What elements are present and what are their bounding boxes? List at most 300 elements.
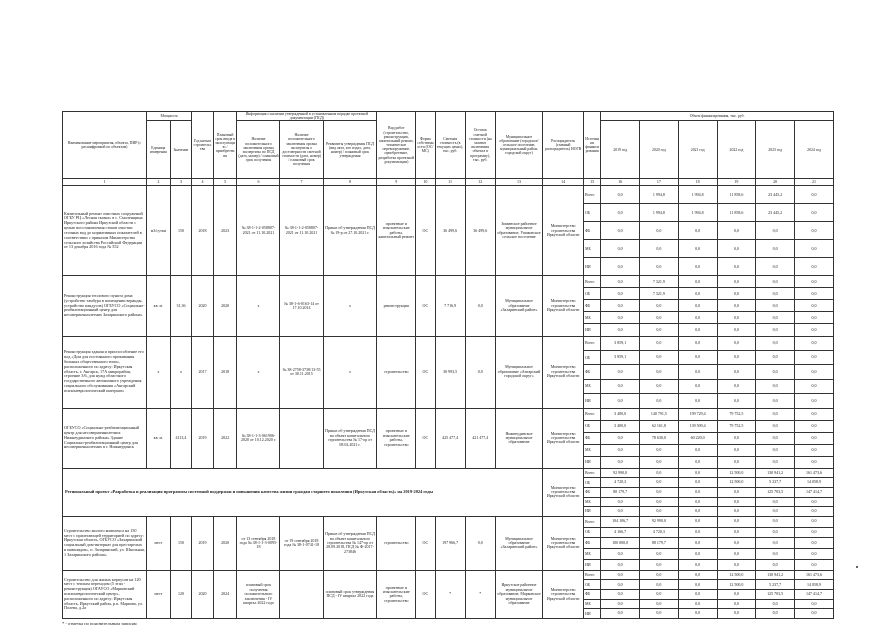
funding-value: 0,0 (640, 570, 679, 580)
funding-value: 3 400,0 (601, 420, 640, 432)
funding-source-label: ФБ (584, 222, 601, 240)
funding-source-label: Всего (584, 516, 601, 527)
funding-value: 0,0 (795, 240, 834, 258)
column-number: 6 (237, 179, 280, 186)
funding-value: 0,0 (678, 516, 717, 527)
funding-value: 0,0 (756, 276, 795, 288)
funding-value: 0,0 (601, 559, 640, 570)
funding-value: 23 445,2 (756, 204, 795, 222)
object-expert-conclusion: x (237, 336, 280, 408)
object-ownership: ОС (416, 186, 435, 276)
funding-value: 0,0 (717, 549, 756, 560)
header-year-2024: 2024 год (795, 121, 834, 179)
object-work-type: проектные и изыскательские работы, строительство (377, 408, 416, 468)
section-funding-value: 88 179,7 (601, 487, 640, 497)
section-funding-value: 14 058,9 (795, 478, 834, 488)
funding-value: 0,0 (640, 580, 679, 590)
funding-value: 0,0 (717, 379, 756, 393)
object-psd-props: Приказ об утверждении ПСД на объект капитального строительства № 147-ор от 28.09.2018, ПСД № Ф-2017-273846 (323, 516, 377, 570)
object-reliability-conclusion: № 38-2758-3738/13-55 от 30.11.2015 (280, 336, 323, 408)
funding-value: 0,0 (795, 336, 834, 350)
object-name: Реконструкция здания и приспособление его под «Дом для постоянного проживания больных общественного типа», расположенного по адресу: Иркутская область, г. Ангарск, 17А микрорайон, строение 3/6, для нужд областного государственного автономного учреждения социального обслуживания «Ангарский психоневрологический интернат» (63, 336, 147, 408)
table-row (63, 276, 834, 288)
object-name: Капитальный ремонт очистных сооружений ОГБУ РЦ «Лесная сказка» в с. Смоленщина Иркутского района Иркутской области с целью восстановления стоков очистки сточных вод до нормативных показателей в соответствии с приказом Министерства сельского хозяйства Российской Федерации от 13 декабря 2016 года № 552 (63, 186, 147, 276)
section-funding-value: 12 500,0 (717, 478, 756, 488)
object-year-start: 2020 (192, 570, 214, 618)
header-value: Значение (170, 121, 192, 179)
column-number: 16 (601, 179, 640, 186)
funding-value: 0,0 (640, 590, 679, 600)
funding-source-label: Всего (584, 336, 601, 350)
funding-value: 0,0 (717, 590, 756, 600)
funding-value: 0,0 (795, 432, 834, 444)
section-funding-value: 147 414,7 (795, 487, 834, 497)
funding-source-label: ИИ (584, 456, 601, 468)
column-number: 14 (543, 179, 584, 186)
object-unit: мест (146, 570, 170, 618)
funding-value: 0,0 (640, 336, 679, 350)
header-remain: Остаток сметной стоимости (на момент включения объекта в программу), тыс. руб. (465, 112, 495, 179)
funding-value: 100 000,0 (601, 538, 640, 549)
object-reliability-conclusion (280, 570, 323, 618)
funding-source-label: ИИ (584, 258, 601, 276)
funding-value: 0,0 (717, 300, 756, 312)
section-funding-value: 125 703,5 (756, 487, 795, 497)
object-cost: 7 716,9 (435, 276, 465, 336)
funding-value: 0,0 (640, 456, 679, 468)
scan-dot (856, 566, 858, 568)
section-funding-value: 5 237,7 (756, 478, 795, 488)
funding-value: 0,0 (795, 408, 834, 420)
object-expert-conclusion: x (237, 276, 280, 336)
funding-source-label: МБ (584, 379, 601, 393)
header-manager: Распорядитель (главный распорядитель) ИОГВ (543, 112, 584, 179)
funding-value: 3 400,0 (601, 408, 640, 420)
object-psd-props: x (323, 276, 377, 336)
table-header (63, 112, 834, 186)
column-number: 7 (280, 179, 323, 186)
funding-value: 7 321,9 (640, 276, 679, 288)
object-unit: кв. м. (146, 276, 170, 336)
funding-value: 0,0 (640, 350, 679, 364)
funding-source-label: МБ (584, 312, 601, 324)
object-ownership: ОС (416, 516, 435, 570)
column-numbers-row (63, 179, 834, 186)
section-funding-value: 0,0 (640, 487, 679, 497)
funding-value: 0,0 (756, 336, 795, 350)
funding-value: 0,0 (756, 312, 795, 324)
object-work-type: строительство (377, 516, 416, 570)
object-ownership: ОС (416, 408, 435, 468)
funding-value: 0,0 (601, 186, 640, 204)
funding-source-label: МБ (584, 549, 601, 560)
object-unit: x (146, 336, 170, 408)
funding-source-label: ФБ (584, 538, 601, 549)
object-work-type: строительство (377, 336, 416, 408)
funding-value: 0,0 (640, 240, 679, 258)
funding-value: 0,0 (717, 432, 756, 444)
object-year-end: 2020 (213, 276, 237, 336)
funding-value: 23 445,2 (756, 186, 795, 204)
funding-value: 0,0 (756, 599, 795, 609)
section-row (63, 468, 834, 478)
column-number: 9 (377, 179, 416, 186)
funding-value: 0,0 (717, 365, 756, 379)
funding-value: 0,0 (678, 300, 717, 312)
funding-value: 0,0 (795, 609, 834, 619)
funding-value: 0,0 (756, 609, 795, 619)
funding-value: 62 161,8 (640, 420, 679, 432)
object-unit: мест (146, 516, 170, 570)
header-muni: Муниципальное образование (городское/сельское поселение, муниципальный район, городской округ) (495, 112, 542, 179)
section-funding-value: 12 500,0 (717, 468, 756, 478)
column-number: 10 (416, 179, 435, 186)
object-municipality: Муниципальное образование «Заларинский район» (495, 276, 542, 336)
funding-value: 0,0 (601, 456, 640, 468)
funding-source-label: ФБ (584, 432, 601, 444)
header-work-type: Вид работ (строительство, реконструкция, капитальный ремонт, техническое перевооружение, приобретение, разработка проектной документации) (377, 112, 416, 179)
funding-value: 139 509,4 (678, 420, 717, 432)
funding-value: 0,0 (678, 538, 717, 549)
object-psd-props: Приказ об утверждении ПСД № 19-р от 27.10.2021 г. (323, 186, 377, 276)
funding-source-label: ИИ (584, 609, 601, 619)
object-unit: м3/сутки (146, 186, 170, 276)
section-funding-value: 0,0 (795, 507, 834, 517)
funding-source-label: ФБ (584, 487, 601, 497)
section-funding-value: 0,0 (678, 478, 717, 488)
funding-value: 0,0 (795, 276, 834, 288)
funding-value: 5 237,7 (756, 580, 795, 590)
funding-value: 0,0 (678, 527, 717, 538)
funding-value: 0,0 (678, 559, 717, 570)
section-funding-value: 161 473,6 (795, 468, 834, 478)
funding-value: 0,0 (678, 609, 717, 619)
funding-value: 78 630,0 (640, 432, 679, 444)
funding-value: 0,0 (717, 599, 756, 609)
funding-source-label: ФБ (584, 365, 601, 379)
funding-value: 0,0 (756, 288, 795, 300)
funding-value: 0,0 (601, 590, 640, 600)
funding-value: 140 791,5 (640, 408, 679, 420)
section-funding-value: 0,0 (717, 487, 756, 497)
funding-value: 0,0 (678, 580, 717, 590)
column-number: 4 (192, 179, 214, 186)
funding-value: 0,0 (601, 300, 640, 312)
object-year-start: 2020 (192, 276, 214, 336)
funding-value: 0,0 (756, 516, 795, 527)
object-remain: * (465, 570, 495, 618)
object-psd-props: плановый срок утверждения ПСД - IV квартал 2022 года (323, 570, 377, 618)
header-year-2021: 2021 год (678, 121, 717, 179)
object-year-start: 2017 (192, 336, 214, 408)
funding-value: 0,0 (795, 350, 834, 364)
funding-source-label: МБ (584, 240, 601, 258)
section-funding-value: 0,0 (601, 507, 640, 517)
funding-source-label: ИИ (584, 324, 601, 336)
funding-value: 0,0 (756, 365, 795, 379)
funding-value: 0,0 (678, 379, 717, 393)
object-municipality: Муниципальное образование «Заларинский район» (495, 516, 542, 570)
section-title: Региональный проект «Разработка и реализация программы системной поддержки и повышения качества жизни граждан старшего поколения (Иркутская область)» на 2019-2024 годы (63, 468, 543, 516)
section-funding-value: 130 941,2 (756, 468, 795, 478)
object-year-end: 2018 (213, 336, 237, 408)
funding-value: 3 859,1 (601, 350, 640, 364)
funding-value: 0,0 (678, 599, 717, 609)
object-remain: 0,0 (465, 276, 495, 336)
header-year-2023: 2023 год (756, 121, 795, 179)
header-source: Источники финансирования (584, 112, 601, 179)
object-year-end: 2023 (213, 186, 237, 276)
funding-value: 0,0 (795, 516, 834, 527)
header-cost: Сметная стоимость (в текущих ценах), тыс. руб. (435, 112, 465, 179)
object-municipality: Нижнеудинское муниципальное образование (495, 408, 542, 468)
funding-value: 130 941,2 (756, 570, 795, 580)
funding-value: 79 752,5 (717, 408, 756, 420)
funding-value: 0,0 (756, 549, 795, 560)
funding-value: 0,0 (640, 559, 679, 570)
funding-value: 0,0 (717, 222, 756, 240)
funding-source-label: МБ (584, 599, 601, 609)
object-expert-conclusion: № 38-1-1-2-058807-2021 от 11.10.2021 (237, 186, 280, 276)
object-name: Строительство жилого комплекса на 150 мест с прилегающей территорией по адресу: Иркутская область, ОГБУСО «Заларинский социальный дом-интернат для престарелых и инвалидов», п. Заларинский, ул. Школьная, 1 Заларинского района» (63, 516, 147, 570)
funding-value: 0,0 (640, 300, 679, 312)
column-number: 13 (495, 179, 542, 186)
column-number: 3 (170, 179, 192, 186)
object-municipality: Зиминское районное муниципальное образование, Ушаковское сельское поселение (495, 186, 542, 276)
funding-value: 0,0 (601, 394, 640, 408)
funding-value: 0,0 (717, 258, 756, 276)
table-row (63, 336, 834, 350)
section-funding-value: 0,0 (678, 487, 717, 497)
section-funding-value: 0,0 (601, 497, 640, 507)
object-name: Реконструкция теплового пункта дома (устройство тамбура в помещении веранды, устройство пандусов) ОГБУСО «Социально-реабилитационный центр для несовершеннолетних Заларинского района» (63, 276, 147, 336)
object-cost: * (435, 570, 465, 618)
funding-value: 0,0 (640, 312, 679, 324)
table-body (63, 186, 834, 619)
funding-source-label: ОБ (584, 580, 601, 590)
funding-value: 0,0 (678, 222, 717, 240)
funding-value: 0,0 (756, 559, 795, 570)
section-funding-value: 0,0 (717, 507, 756, 517)
funding-source-label: ОБ (584, 204, 601, 222)
funding-value: 4 166,7 (601, 527, 640, 538)
funding-source-label: ОБ (584, 478, 601, 488)
object-work-type: проектные и изыскательские работы, капитальный ремонт (377, 186, 416, 276)
funding-value: 0,0 (795, 365, 834, 379)
investment-table (62, 111, 834, 619)
object-manager: Министерство строительства Иркутской области (543, 408, 584, 468)
funding-source-label: ИИ (584, 394, 601, 408)
column-number: 20 (756, 179, 795, 186)
funding-source-label: ИИ (584, 507, 601, 517)
object-manager: Министерство строительства Иркутской области (543, 336, 584, 408)
object-reliability-conclusion: от 19 сентября 2018 года № 38-1-0741-18 (280, 516, 323, 570)
object-ownership: ОС (416, 276, 435, 336)
funding-value: 0,0 (678, 365, 717, 379)
section-funding-value: 0,0 (756, 507, 795, 517)
funding-value: 0,0 (678, 240, 717, 258)
funding-value: 3 859,1 (601, 336, 640, 350)
funding-value: 0,0 (795, 288, 834, 300)
funding-value: 0,0 (756, 456, 795, 468)
object-name: Строительство для жилых корпусов на 120 мест с теплым переходом (5 этап - реконструкция) ОГАУСО «Марковский психоневрологический центр», расположенного по адресу: Иркутская область, Иркутский район, р.п. Маркова, ул. Полева, д.2а (63, 570, 147, 618)
funding-value: 0,0 (717, 336, 756, 350)
funding-source-label: Всего (584, 408, 601, 420)
funding-value: 1 994,8 (678, 186, 717, 204)
object-year-end: 2024 (213, 570, 237, 618)
object-work-type: проектные и изыскательские работы, строительство (377, 570, 416, 618)
funding-value: 92 990,0 (640, 516, 679, 527)
funding-value: 11 858,6 (717, 204, 756, 222)
column-number: 15 (584, 179, 601, 186)
section-funding-value: 0,0 (795, 497, 834, 507)
object-remain: 421 477,4 (465, 408, 495, 468)
funding-value: 0,0 (678, 258, 717, 276)
funding-value: 0,0 (795, 186, 834, 204)
funding-value: 0,0 (601, 240, 640, 258)
funding-value: 0,0 (717, 312, 756, 324)
funding-value: 4 720,3 (640, 527, 679, 538)
funding-value: 0,0 (795, 204, 834, 222)
funding-value: 0,0 (717, 444, 756, 456)
object-name: ОГБУСО «Социально-реабилитационный центр для несовершеннолетних Нижнеудинского района» Здание Социально-реабилитационный центр для несовершеннолетних в г. Нижнеудинск (63, 408, 147, 468)
header-pos-expert: Наличие положительного заключения органа экспертизы по ПСД (дата, номер) / плановый срок получения (237, 121, 280, 179)
funding-source-label: МБ (584, 444, 601, 456)
section-funding-value: 0,0 (678, 507, 717, 517)
column-number: 18 (678, 179, 717, 186)
funding-value: 79 752,5 (717, 420, 756, 432)
object-remain: 0,0 (465, 336, 495, 408)
column-number: 21 (795, 179, 834, 186)
funding-value: 0,0 (640, 599, 679, 609)
funding-value: 0,0 (795, 379, 834, 393)
funding-value: 0,0 (717, 394, 756, 408)
funding-value: 0,0 (795, 549, 834, 560)
funding-value: 0,0 (756, 324, 795, 336)
section-funding-value: 4 720,3 (601, 478, 640, 488)
funding-value: 0,0 (795, 599, 834, 609)
object-expert-conclusion: № 38-1-1-3-061906-2020 от 10.12.2020 г. (237, 408, 280, 468)
object-year-start: 2018 (192, 186, 214, 276)
funding-source-label: ИИ (584, 559, 601, 570)
object-manager: Министерство строительства Иркутской области (543, 186, 584, 276)
funding-value: 0,0 (756, 394, 795, 408)
object-year-start: 2019 (192, 408, 214, 468)
column-number: 17 (640, 179, 679, 186)
header-pos-reliab: Наличие положительного заключения органа экспертизы о достоверности сметной стоимости (дата, номер) / плановый срок получения (280, 121, 323, 179)
funding-value: 0,0 (795, 456, 834, 468)
funding-value: 12 500,0 (717, 570, 756, 580)
funding-value: 0,0 (601, 288, 640, 300)
funding-value: 0,0 (795, 394, 834, 408)
funding-value: 0,0 (795, 559, 834, 570)
object-cost: 30 993,5 (435, 336, 465, 408)
funding-value: 0,0 (795, 420, 834, 432)
funding-value: 0,0 (640, 365, 679, 379)
funding-value: 199 729,4 (678, 408, 717, 420)
column-number: 2 (146, 179, 170, 186)
object-work-type: реконструкция (377, 276, 416, 336)
table-row (63, 516, 834, 527)
funding-value: 0,0 (678, 444, 717, 456)
object-cost: 425 477,4 (435, 408, 465, 468)
funding-value: 0,0 (717, 240, 756, 258)
funding-value: 0,0 (640, 394, 679, 408)
funding-value: 0,0 (756, 420, 795, 432)
funding-value: 0,0 (795, 444, 834, 456)
section-funding-value: 0,0 (717, 497, 756, 507)
funding-value: 0,0 (795, 324, 834, 336)
object-cost: 36 499,6 (435, 186, 465, 276)
funding-value: 0,0 (678, 350, 717, 364)
header-year-2020: 2020 год (640, 121, 679, 179)
section-funding-value: 0,0 (640, 468, 679, 478)
funding-value: 0,0 (756, 300, 795, 312)
funding-value: 14 058,9 (795, 580, 834, 590)
header-unit: Единица измерения (146, 121, 170, 179)
header-year-end: Плановый срок ввода в эксплуатацию / приобретения (213, 112, 237, 179)
funding-value: 125 703,5 (756, 590, 795, 600)
object-psd-props: Приказ об утверждении ПСД на объект капитального строительства № 17-ор от 08.02.2021 г. (323, 408, 377, 468)
section-funding-value: 92 990,0 (601, 468, 640, 478)
object-unit: кв. м. (146, 408, 170, 468)
funding-value: 0,0 (717, 527, 756, 538)
funding-value: 0,0 (601, 324, 640, 336)
funding-value: 0,0 (601, 258, 640, 276)
funding-value: 0,0 (756, 444, 795, 456)
section-funding-value: 0,0 (640, 507, 679, 517)
funding-value: 0,0 (756, 432, 795, 444)
funding-source-label: ФБ (584, 300, 601, 312)
funding-source-label: ФБ (584, 590, 601, 600)
funding-value: 7 321,9 (640, 288, 679, 300)
funding-value: 104 106,7 (601, 516, 640, 527)
funding-value: 0,0 (717, 559, 756, 570)
object-power-value: 150 (170, 186, 192, 276)
funding-value: 11 858,6 (717, 186, 756, 204)
column-number: 8 (323, 179, 377, 186)
funding-value: 0,0 (717, 324, 756, 336)
column-number: 1 (63, 179, 147, 186)
object-year-start: 2019 (192, 516, 214, 570)
funding-value: 0,0 (601, 599, 640, 609)
funding-value: 0,0 (678, 288, 717, 300)
header-year-start: Год начала строительства (192, 112, 214, 179)
object-power-value: 4113,4 (170, 408, 192, 468)
object-manager: Министерство строительства Иркутской области (543, 276, 584, 336)
funding-source-label: ОБ (584, 350, 601, 364)
funding-value: 0,0 (601, 549, 640, 560)
funding-value: 0,0 (717, 516, 756, 527)
object-power-value: 150 (170, 516, 192, 570)
funding-value: 0,0 (795, 258, 834, 276)
funding-source-label: ОБ (584, 420, 601, 432)
header-year-2022: 2022 год (717, 121, 756, 179)
funding-value: 12 500,0 (717, 580, 756, 590)
funding-value: 0,0 (717, 276, 756, 288)
funding-value: 0,0 (601, 222, 640, 240)
funding-value: 1 994,8 (640, 204, 679, 222)
header-psd: Информация о наличии утвержденной в установленном порядке проектной документации (ПСД) (237, 112, 377, 121)
funding-value: 0,0 (640, 258, 679, 276)
header-name: Наименование мероприятия, объекта, ПИР (с расшифровкой по объектам) (63, 112, 147, 179)
header-year-2019: 2019 год (601, 121, 640, 179)
object-manager: Министерство строительства Иркутской области (543, 516, 584, 570)
object-remain: 36 499,6 (465, 186, 495, 276)
object-reliability-conclusion: № 38-1-1-2-058807-2021 от 11.10.2021 (280, 186, 323, 276)
funding-source-label: ОБ (584, 527, 601, 538)
funding-value: 0,0 (756, 350, 795, 364)
